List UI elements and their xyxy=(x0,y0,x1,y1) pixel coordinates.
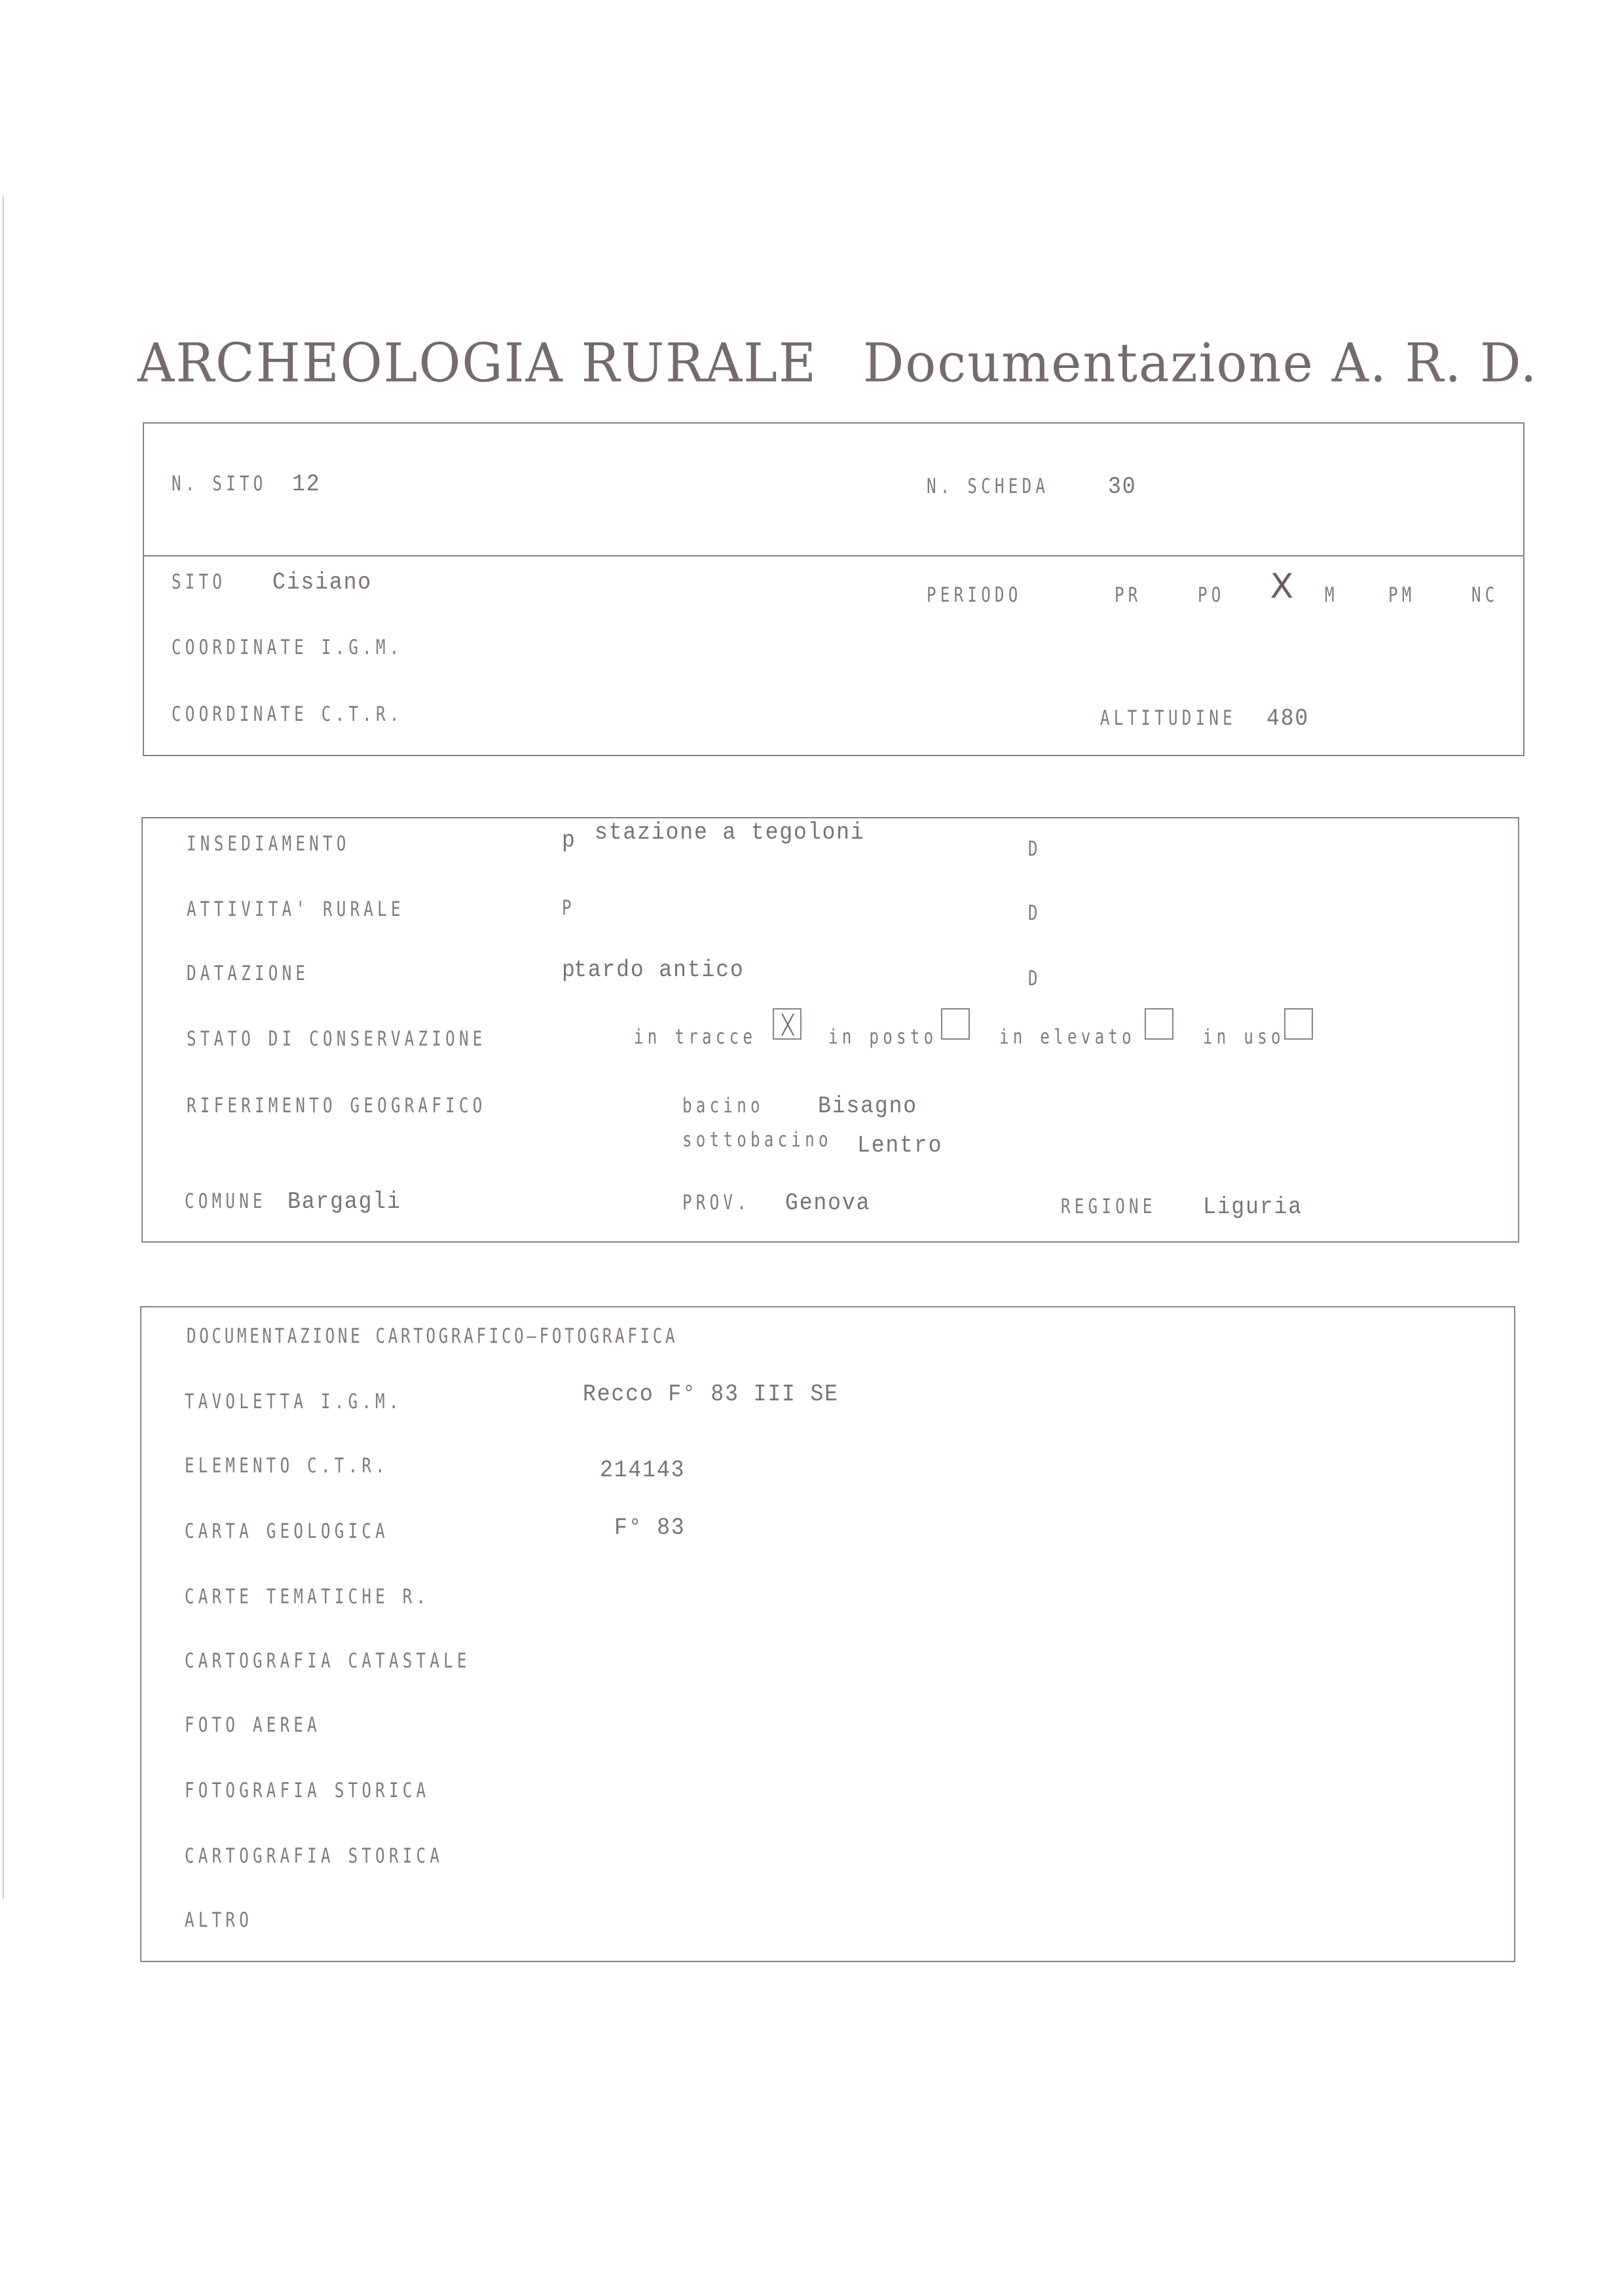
carta-geologica-label: CARTA GEOLOGICA xyxy=(185,1520,389,1543)
periodo-option-po[interactable]: PO xyxy=(1197,583,1225,607)
datazione-p-label: p xyxy=(562,957,576,983)
cartografia-storica-label: CARTOGRAFIA STORICA xyxy=(185,1844,444,1868)
periodo-option-pm[interactable]: PM xyxy=(1388,583,1416,607)
field-regione xyxy=(1061,1193,1311,1220)
tavoletta-igm-value-wrap xyxy=(583,1380,861,1408)
attivita-rurale-d-label: D xyxy=(1028,902,1042,925)
row-carte-tematiche xyxy=(185,1583,517,1609)
comune-label: COMUNE xyxy=(185,1190,267,1213)
altro-label: ALTRO xyxy=(185,1908,253,1932)
field-insediamento xyxy=(187,830,396,856)
n-scheda-value: 30 xyxy=(1107,473,1137,500)
n-sito-value: 12 xyxy=(291,471,320,498)
field-datazione xyxy=(187,960,344,985)
in-uso-checkbox[interactable] xyxy=(1284,1008,1313,1040)
row-elemento-ctr xyxy=(185,1452,447,1478)
field-comune xyxy=(185,1188,411,1215)
sottobacino-value: Lentro xyxy=(857,1132,943,1159)
field-n-sito xyxy=(172,470,323,498)
row-tavoletta-igm xyxy=(185,1388,464,1413)
section3-heading xyxy=(187,1322,817,1348)
field-periodo xyxy=(927,567,1506,610)
field-prov xyxy=(682,1189,878,1216)
in-posto-checkbox[interactable] xyxy=(941,1008,970,1040)
sottobacino xyxy=(682,1126,950,1159)
datazione-d-label: D xyxy=(1028,967,1042,991)
option-in-posto-label: in posto xyxy=(828,1025,938,1049)
row-fotografia-storica xyxy=(185,1777,517,1802)
comune-value: Bargagli xyxy=(287,1188,401,1215)
insediamento-label: INSEDIAMENTO xyxy=(187,832,350,856)
row-foto-aerea xyxy=(185,1711,377,1737)
periodo-option-pr[interactable]: PR xyxy=(1114,583,1142,607)
field-stato-conservazione xyxy=(187,1025,571,1051)
title-archeologia-rurale: ARCHEOLOGIA RURALE xyxy=(138,332,817,395)
row-cartografia-catastale xyxy=(185,1647,569,1673)
carta-geologica-value: F° 83 xyxy=(614,1514,686,1541)
field-riferimento-geografico xyxy=(187,1092,571,1118)
periodo-label: PERIODO xyxy=(927,583,1022,607)
documentazione-heading: DOCUMENTAZIONE CARTOGRAFICO—FOTOGRAFICA xyxy=(187,1324,678,1348)
coordinate-igm-label: COORDINATE I.G.M. xyxy=(172,636,403,659)
scan-edge-line xyxy=(3,196,4,1899)
stato-conservazione-options xyxy=(634,1008,1313,1049)
field-attivita-rurale xyxy=(187,896,466,921)
periodo-cross-mark-icon: X xyxy=(1270,567,1299,606)
regione-value: Liguria xyxy=(1202,1194,1302,1220)
field-sito xyxy=(172,568,380,596)
altitudine-label: ALTITUDINE xyxy=(1100,706,1236,730)
attivita-rurale-p-label: P xyxy=(562,896,576,920)
in-elevato-checkbox[interactable] xyxy=(1145,1008,1173,1040)
insediamento-p-value: stazione a tegoloni xyxy=(595,819,866,846)
bacino xyxy=(682,1092,926,1120)
sito-label: SITO xyxy=(172,570,227,594)
option-in-tracce-label: in tracce xyxy=(634,1025,757,1049)
option-in-elevato-label: in elevato xyxy=(999,1025,1135,1049)
title-documentazione: Documentazione A. R. D. xyxy=(862,332,1538,395)
row-cartografia-storica xyxy=(185,1842,534,1868)
field-altitudine xyxy=(1100,704,1312,732)
attivita-rurale-p xyxy=(562,894,597,920)
document-title xyxy=(138,333,1538,395)
foto-aerea-label: FOTO AEREA xyxy=(185,1713,321,1737)
tavoletta-igm-value: Recco F° 83 III SE xyxy=(583,1381,839,1408)
option-in-uso-label: in uso xyxy=(1202,1025,1285,1049)
fotografia-storica-label: FOTOGRAFIA STORICA xyxy=(185,1779,430,1802)
n-scheda-label: N. SCHEDA xyxy=(927,475,1050,498)
tavoletta-igm-label: TAVOLETTA I.G.M. xyxy=(185,1390,403,1413)
section-divider xyxy=(143,555,1524,556)
prov-label: PROV. xyxy=(682,1191,750,1214)
elemento-ctr-value-wrap xyxy=(600,1456,693,1484)
bacino-value: Bisagno xyxy=(817,1093,917,1120)
altitudine-value: 480 xyxy=(1266,705,1309,732)
regione-label: REGIONE xyxy=(1061,1195,1156,1218)
carte-tematiche-label: CARTE TEMATICHE R. xyxy=(185,1585,430,1609)
cartografia-catastale-label: CARTOGRAFIA CATASTALE xyxy=(185,1649,471,1673)
insediamento-d xyxy=(1028,835,1046,861)
row-altro xyxy=(185,1906,289,1932)
attivita-rurale-d xyxy=(1028,900,1046,925)
elemento-ctr-label: ELEMENTO C.T.R. xyxy=(185,1454,389,1478)
row-carta-geologica xyxy=(185,1518,447,1543)
elemento-ctr-value: 214143 xyxy=(600,1457,686,1484)
sito-value: Cisiano xyxy=(272,569,372,596)
periodo-option-m[interactable]: M xyxy=(1325,583,1338,607)
carta-geologica-value-wrap xyxy=(614,1514,692,1541)
datazione-p-value: tardo antico xyxy=(573,957,745,983)
datazione-p xyxy=(562,956,759,983)
field-coordinate-ctr xyxy=(172,701,486,726)
insediamento-p-label: p xyxy=(562,827,576,854)
datazione-d xyxy=(1028,965,1046,991)
coordinate-ctr-label: COORDINATE C.T.R. xyxy=(172,702,403,726)
n-sito-label: N. SITO xyxy=(172,472,267,496)
stato-conservazione-label: STATO DI CONSERVAZIONE xyxy=(187,1027,487,1051)
in-tracce-checkbox[interactable] xyxy=(773,1008,802,1040)
attivita-rurale-label: ATTIVITA' RURALE xyxy=(187,898,405,921)
prov-value: Genova xyxy=(784,1190,871,1216)
field-n-scheda xyxy=(927,473,1139,500)
sottobacino-label: sottobacino xyxy=(682,1128,832,1152)
field-coordinate-igm xyxy=(172,634,486,659)
insediamento-d-label: D xyxy=(1028,837,1042,861)
bacino-label: bacino xyxy=(682,1094,764,1118)
periodo-option-nc[interactable]: NC xyxy=(1471,583,1499,607)
insediamento-p xyxy=(562,819,889,854)
datazione-label: DATAZIONE xyxy=(187,962,310,985)
riferimento-geografico-label: RIFERIMENTO GEOGRAFICO xyxy=(187,1094,487,1118)
